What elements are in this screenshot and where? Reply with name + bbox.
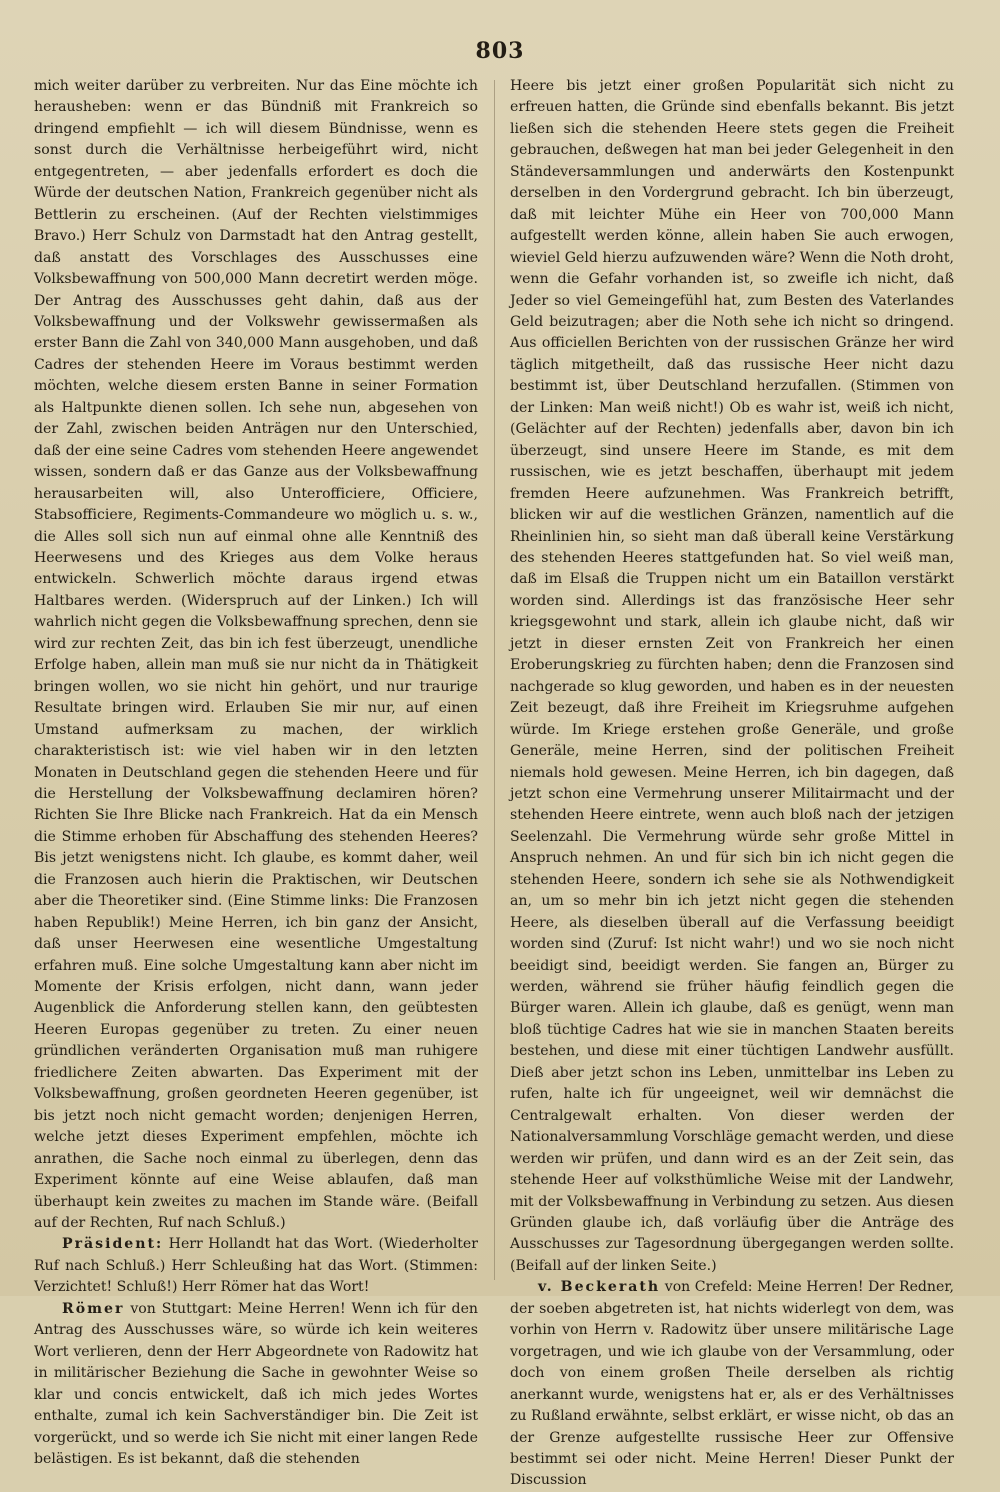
paragraph-praesident xyxy=(34,1234,478,1298)
speaker-name: Römer xyxy=(62,1300,125,1317)
speaker-name: Präsident: xyxy=(62,1236,164,1253)
paragraph-text: Herr Hollandt hat das Wort. (Wiederholter Ruf nach Schluß.) Herr Schleußing hat das Wort. (Stimmen: Verzichtet! Schluß!) Herr Römer hat das Wort! xyxy=(34,1236,478,1296)
column-divider xyxy=(494,80,495,1280)
paragraph-continuation: mich weiter darüber zu verbreiten. Nur das Eine möchte ich herausheben: wenn er das Bündniß mit Frankreich so dringend empfiehlt — ich will diesem Bündnisse, wenn es sonst durch die Verhältnisse herbeigeführt wird, nicht entgegentreten, — aber jedenfalls erfordert es doch die Würde der deutschen Nation, Frankreich gegenüber nicht als Bettlerin zu erscheinen. (Auf der Rechten vielstimmiges Bravo.) Herr Schulz von Darmstadt hat den Antrag gestellt, daß anstatt des Vorschlages des Ausschusses eine Volksbewaffnung von 500,000 Mann decretirt werden möge. Der Antrag des Ausschusses geht dahin, daß aus der Volksbewaffnung und der Volkswehr gewissermaßen als erster Bann die Zahl von 340,000 Mann ausgehoben, und daß Cadres der stehenden Heere im Voraus bestimmt werden möchten, welche diesem ersten Banne in seiner Formation als Haltpunkte dienen sollen. Ich sehe nun, abgesehen von der Zahl, zwischen beiden Anträgen nur den Unterschied, daß der eine seine Cadres vom stehenden Heere angewendet wissen, sondern daß er das Ganze aus der Volksbewaffnung herausarbeiten will, also Unterofficiere, Officiere, Stabsofficiere, Regiments-Commandeure wo möglich u. s. w., die Alles soll sich nun auf einmal ohne alle Kenntniß des Heerwesens und des Krieges aus dem Volke heraus entwickeln. Schwerlich möchte daraus irgend etwas Haltbares werden. (Widerspruch auf der Linken.) Ich will wahrlich nicht gegen die Volksbewaffnung sprechen, denn sie wird zur rechten Zeit, das bin ich fest überzeugt, unendliche Erfolge haben, allein man muß sie nur nicht da in Thätigkeit bringen wollen, wo sie nicht hin gehört, und nur traurige Resultate bringen wird. Erlauben Sie mir nur, auf einen Umstand aufmerksam zu machen, der wirklich charakteristisch ist: wie viel haben wir in den letzten Monaten in Deutschland gegen die stehenden Heere und für die Herstellung der Volksbewaffnung declamiren hören? Richten Sie Ihre Blicke nach Frankreich. Hat da ein Mensch die Stimme erhoben für Abschaffung des stehenden Heeres? Bis jetzt wenigstens nicht. Ich glaube, es kommt daher, weil die Franzosen auch hierin die Praktischen, wir Deutschen aber die Theoretiker sind. (Eine Stimme links: Die Franzosen haben Republik!) Meine Herren, ich bin ganz der Ansicht, daß unser Heerwesen eine wesentliche Umgestaltung erfahren muß. Eine solche Umgestaltung kann aber nicht im Momente der Krisis erfolgen, nicht dann, wann jeder Augenblick die Anforderung stellen kann, den geübtesten Heeren Europas gegenüber zu treten. Zu einer neuen gründlichen veränderten Organisation muß man ruhigere friedlichere Zeiten abwarten. Das Experiment mit der Volksbewaffnung, großen geordneten Heeren gegenüber, ist bis jetzt noch nicht gemacht worden; denjenigen Herren, welche jetzt dieses Experiment empfehlen, möchte ich anrathen, die Sache noch einmal zu überlegen, denn das Experiment könnte auf eine Weise ablaufen, daß man überhaupt kein zweites zu machen im Stande wäre. (Beifall auf der Rechten, Ruf nach Schluß.) xyxy=(34,78,478,1232)
left-column xyxy=(34,76,478,1470)
paragraph-continuation: Heere bis jetzt einer großen Popularität sich nicht zu erfreuen hatten, die Gründe sind ebenfalls bekannt. Bis jetzt ließen sich die stehenden Heere stets gegen die Freiheit gebrauchen, deßwegen hat man bei jeder Gelegenheit in den Ständeversammlungen und anderwärts den Kostenpunkt derselben in den Vordergrund gebracht. Ich bin überzeugt, daß mit leichter Mühe ein Heer von 700,000 Mann aufgestellt werden könne, allein haben Sie auch erwogen, wieviel Geld hierzu aufzuwenden wäre? Wenn die Noth droht, wenn die Gefahr vorhanden ist, so zweifle ich nicht, daß Jeder so viel Gemeingefühl hat, zum Besten des Vaterlandes Geld beizutragen; aber die Noth sehe ich nicht so dringend. Aus officiellen Berichten von der russischen Gränze her wird täglich mitgetheilt, daß das russische Heer nicht dazu bestimmt ist, über Deutschland herzufallen. (Stimmen von der Linken: Man weiß nicht!) Ob es wahr ist, weiß ich nicht, (Gelächter auf der Rechten) jedenfalls aber, davon bin ich überzeugt, sind unsere Heere im Stande, es mit dem russischen, wie es jetzt beschaffen, überhaupt mit jedem fremden Heere aufzunehmen. Was Frankreich betrifft, blicken wir auf die westlichen Gränzen, namentlich auf die Rheinlinien hin, so sieht man daß überall keine Verstärkung des stehenden Heeres stattgefunden hat. So viel weiß man, daß im Elsaß die Truppen nicht um ein Bataillon verstärkt worden sind. Allerdings ist das französische Heer sehr kriegsgewohnt und stark, allein ich glaube nicht, daß wir jetzt in dieser ernsten Zeit von Frankreich her einen Eroberungskrieg zu fürchten haben; denn die Franzosen sind nachgerade so klug geworden, und haben es in der neuesten Zeit bezeugt, daß ihre Freiheit im Kriegsruhme aufgehen würde. Im Kriege erstehen große Generäle, und große Generäle, meine Herren, sind der politischen Freiheit niemals hold gewesen. Meine Herren, ich bin dagegen, daß jetzt schon eine Vermehrung unserer Militairmacht und der stehenden Heere eintrete, wenn auch bloß nach der jetzigen Seelenzahl. Die Vermehrung würde sehr große Mittel in Anspruch nehmen. An und für sich bin ich nicht gegen die stehenden Heere, sondern ich sehe sie als Nothwendigkeit an, um so mehr bin ich jetzt nicht gegen die stehenden Heere, als dieselben überall auf die Verfassung beeidigt worden sind (Zuruf: Ist nicht wahr!) und wo sie noch nicht beeidigt sind, beeidigt werden. Sie fangen an, Bürger zu werden, während sie früher häufig feindlich gegen die Bürger waren. Allein ich glaube, daß es genügt, wenn man bloß tüchtige Cadres hat wie sie in manchen Staaten bereits bestehen, und diese mit einer tüchtigen Landwehr ausfüllt. Dieß aber jetzt schon ins Leben, unmittelbar ins Leben zu rufen, halte ich für ungeeignet, weil wir demnächst die Centralgewalt erhalten. Von dieser werden der Nationalversammlung Vorschläge gemacht werden, und diese werden wir prüfen, und dann wird es an der Zeit sein, das stehende Heer auf volksthümliche Weise mit der Landwehr, mit der Volksbewaffnung in Verbindung zu setzen. Aus diesen Gründen glaube ich, daß vorläufig über die Anträge des Ausschusses zur Tagesordnung übergegangen werden sollte. (Beifall auf der linken Seite.) xyxy=(510,78,954,1274)
speaker-name: v. Beckerath xyxy=(538,1279,661,1296)
paragraph-text: von Crefeld: Meine Herren! Der Redner, der soeben abgetreten ist, hat nichts widerlegt von dem, was vorhin von Herrn v. Radowitz über unsere militärische Lage vorgetragen, und wie ich glaube von der Versammlung, oder doch von einem großen Theile derselben als richtig anerkannt wurde, wenigstens hat er, als er des Verhältnisses zu Rußland erwähnte, selbst erklärt, er wisse nicht, ob das an der Grenze aufgestellte russische Heer zur Offensive bestimmt sei oder nicht. Meine Herren! Dieser Punkt der Discussion xyxy=(510,1279,955,1489)
right-column xyxy=(510,76,954,1492)
page-number: 803 xyxy=(475,38,525,64)
paragraph-beckerath xyxy=(510,1277,954,1492)
paragraph-text: von Stuttgart: Meine Herren! Wenn ich für den Antrag des Ausschusses wäre, so würde ich kein weiteres Wort verlieren, denn der Herr Abgeordnete von Radowitz hat in militärischer Beziehung die Sache in gewohnter Weise so klar und concis entwickelt, daß ich mich jedes Wortes enthalte, zumal ich kein Sachverständiger bin. Die Zeit ist vorgerückt, und so werde ich Sie nicht mit einer langen Rede belästigen. Es ist bekannt, daß die stehenden xyxy=(34,1300,478,1467)
paragraph-roemer xyxy=(34,1299,478,1471)
